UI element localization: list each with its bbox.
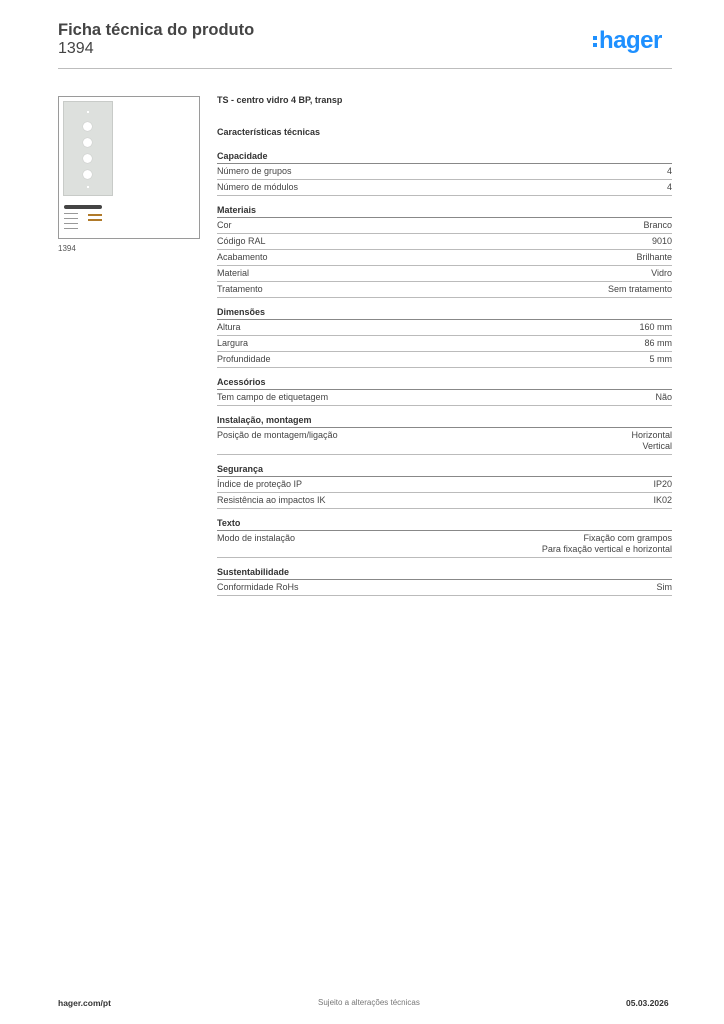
spec-label: Material — [217, 268, 250, 278]
page-title: Ficha técnica do produto — [58, 21, 255, 39]
spec-value-line: 5 mm — [649, 354, 672, 364]
spec-value — [643, 220, 672, 231]
characteristics-title: Características técnicas — [217, 127, 321, 137]
spec-row — [217, 234, 672, 250]
spec-value-line: Brilhante — [636, 252, 672, 262]
spec-value — [608, 284, 672, 295]
section-title: Instalação, montagem — [217, 415, 672, 428]
spec-row — [217, 180, 672, 196]
logo-dots-icon — [593, 33, 597, 50]
spec-section — [217, 415, 672, 455]
image-caption: 1394 — [58, 244, 76, 253]
spec-label: Profundidade — [217, 354, 271, 364]
section-title: Dimensões — [217, 307, 672, 320]
spec-row — [217, 580, 672, 596]
section-title: Acessórios — [217, 377, 672, 390]
spec-section — [217, 151, 672, 196]
screws-image — [88, 214, 102, 224]
product-image — [58, 96, 200, 239]
spec-value-line: IP20 — [653, 479, 672, 489]
spec-label: Acabamento — [217, 252, 268, 262]
label-lines-image — [64, 213, 78, 233]
spec-value — [655, 392, 672, 403]
spec-label: Número de módulos — [217, 182, 299, 192]
section-title: Texto — [217, 518, 672, 531]
spec-row — [217, 352, 672, 368]
spec-value — [667, 182, 672, 193]
product-title: TS - centro vidro 4 BP, transp — [217, 95, 343, 105]
spec-label: Número de grupos — [217, 166, 292, 176]
glass-plate-image — [63, 101, 113, 196]
spec-row — [217, 390, 672, 406]
spec-row — [217, 493, 672, 509]
spec-content — [217, 95, 672, 605]
spec-value — [653, 495, 672, 506]
spec-value — [653, 479, 672, 490]
spec-value — [644, 338, 672, 349]
spec-value — [636, 252, 672, 263]
spec-row — [217, 531, 672, 558]
footer-date: 05.03.2026 — [626, 998, 669, 1008]
spec-label: Resistência ao impactos IK — [217, 495, 326, 505]
spec-label: Modo de instalação — [217, 533, 296, 543]
spec-value-line: 9010 — [651, 236, 672, 246]
spec-row — [217, 336, 672, 352]
spec-row — [217, 428, 672, 455]
spec-value-line: Não — [655, 392, 672, 402]
footer-notice: Sujeito a alterações técnicas — [318, 998, 420, 1007]
spec-row — [217, 250, 672, 266]
spec-value — [631, 430, 672, 452]
spec-row — [217, 282, 672, 298]
spec-sections — [217, 151, 672, 596]
spec-value-line: Horizontal — [631, 430, 672, 440]
spec-value-line: 4 — [666, 166, 672, 176]
spec-section — [217, 377, 672, 406]
hager-logo — [593, 27, 662, 55]
spec-value-line: Vidro — [651, 268, 672, 278]
spec-value-line: 160 mm — [639, 322, 672, 332]
spec-value-line: Sim — [656, 582, 672, 592]
spec-value-line: IK02 — [653, 495, 672, 505]
spec-label: Posição de montagem/ligação — [217, 430, 338, 440]
spec-value — [657, 582, 673, 593]
spec-value-line: Para fixação vertical e horizontal — [541, 544, 672, 554]
spec-row — [217, 266, 672, 282]
section-title: Materiais — [217, 205, 672, 218]
section-title: Sustentabilidade — [217, 567, 672, 580]
footer-website: hager.com/pt — [58, 998, 111, 1008]
spec-label: Altura — [217, 322, 241, 332]
spec-section — [217, 205, 672, 298]
spec-value — [652, 236, 672, 247]
product-reference: 1394 — [58, 40, 94, 57]
spec-row — [217, 218, 672, 234]
spec-value — [650, 354, 673, 365]
spec-row — [217, 477, 672, 493]
spec-value-line: 86 mm — [644, 338, 672, 348]
spec-section — [217, 518, 672, 558]
spec-value — [542, 533, 672, 555]
spec-row — [217, 164, 672, 180]
section-title: Capacidade — [217, 151, 672, 164]
spec-value-line: 4 — [666, 182, 672, 192]
spec-section — [217, 567, 672, 596]
logo-text: hager — [599, 27, 662, 54]
section-title: Segurança — [217, 464, 672, 477]
header-divider — [58, 68, 672, 69]
spec-label: Largura — [217, 338, 249, 348]
spec-value-line: Fixação com grampos — [583, 533, 672, 543]
spec-section — [217, 307, 672, 368]
clip-accessory-image — [64, 205, 102, 209]
spec-value — [639, 322, 672, 333]
spec-label: Cor — [217, 220, 232, 230]
spec-value-line: Branco — [643, 220, 672, 230]
spec-label: Conformidade RoHs — [217, 582, 299, 592]
spec-value-line: Sem tratamento — [607, 284, 672, 294]
spec-label: Índice de proteção IP — [217, 479, 303, 489]
spec-section — [217, 464, 672, 509]
spec-label: Código RAL — [217, 236, 266, 246]
spec-label: Tratamento — [217, 284, 263, 294]
spec-value — [651, 268, 672, 279]
spec-value — [667, 166, 672, 177]
spec-row — [217, 320, 672, 336]
spec-value-line: Vertical — [642, 441, 672, 451]
spec-label: Tem campo de etiquetagem — [217, 392, 329, 402]
